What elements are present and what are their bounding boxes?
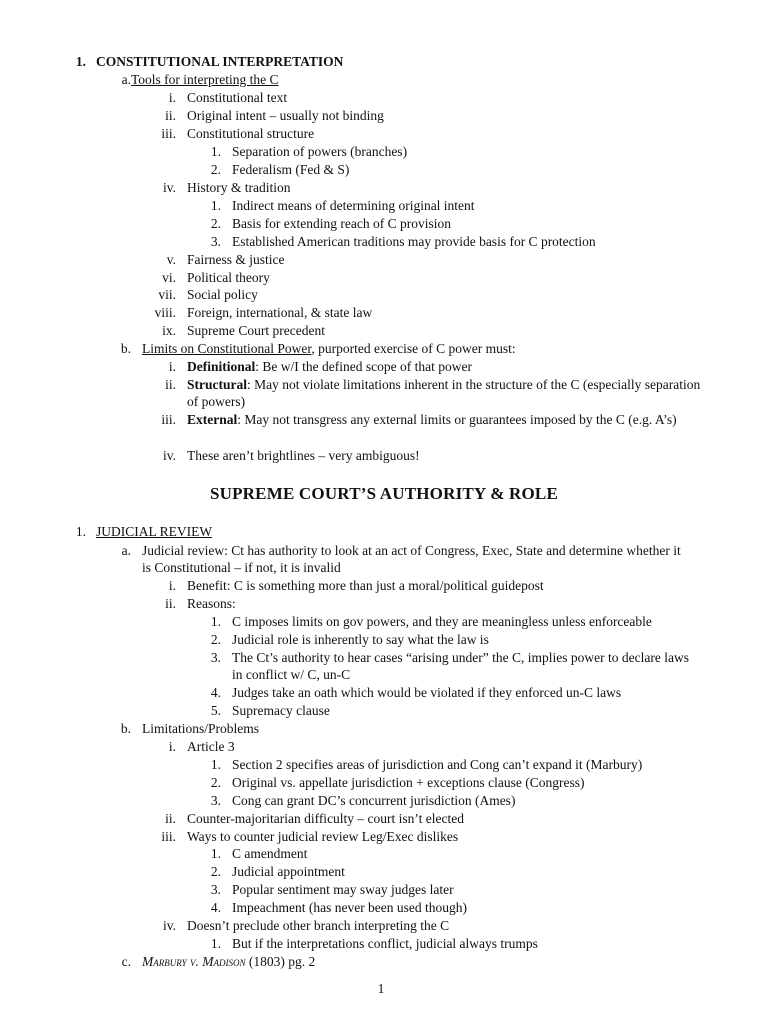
outline-marker: 1.	[210, 144, 221, 159]
outline-text: Constitutional text	[187, 90, 288, 105]
outline-marker: ii.	[165, 377, 176, 392]
section-title: JUDICIAL REVIEW	[96, 524, 213, 539]
page-number: 1	[377, 981, 385, 996]
outline-marker: 1.	[210, 757, 221, 772]
outline-text	[187, 411, 709, 428]
outline-text: Tools for interpreting the C	[131, 72, 279, 87]
outline-marker: ii.	[165, 596, 176, 611]
outline-text: Political theory	[187, 270, 270, 285]
outline-text	[142, 953, 315, 970]
outline-text: Separation of powers (branches)	[232, 144, 408, 159]
outline-text: History & tradition	[187, 180, 291, 195]
outline-text: Foreign, international, & state law	[187, 305, 373, 320]
outline-text: Counter-majoritarian difficulty – court isn’t elected	[187, 811, 465, 826]
outline-marker: v.	[166, 252, 176, 267]
outline-text: Doesn’t preclude other branch interpreting the C	[187, 918, 450, 933]
outline-marker: 3.	[210, 650, 221, 665]
outline-marker: ii.	[165, 811, 176, 826]
outline-marker: 3.	[210, 793, 221, 808]
outline-marker: 2.	[210, 162, 221, 177]
outline-text: C amendment	[232, 846, 308, 861]
outline-marker: iv.	[163, 180, 176, 195]
outline-text: Article 3	[187, 739, 235, 754]
outline-text: Original vs. appellate jurisdiction + exceptions clause (Congress)	[232, 775, 585, 790]
outline-marker: a.	[121, 543, 131, 558]
outline-text: Benefit: C is something more than just a moral/political guidepost	[187, 578, 544, 593]
outline-marker: iii.	[161, 829, 176, 844]
outline-marker: i.	[168, 359, 176, 374]
outline-text: Limitations/Problems	[142, 721, 259, 736]
outline-marker: b.	[120, 341, 131, 356]
outline-text: Reasons:	[187, 596, 236, 611]
outline-marker: 2.	[210, 216, 221, 231]
outline-marker: ix.	[162, 323, 176, 338]
outline-text: Social policy	[187, 287, 258, 302]
outline-marker: c.	[121, 954, 131, 969]
outline-text	[187, 358, 472, 375]
outline-marker: 1.	[75, 524, 86, 539]
outline-marker: 1.	[210, 198, 221, 213]
outline-marker: a.	[121, 72, 131, 87]
outline-marker: 3.	[210, 234, 221, 249]
outline-text: Judicial role is inherently to say what the law is	[232, 632, 489, 647]
outline-text: Established American traditions may provide basis for C protection	[232, 234, 596, 249]
outline-text: Federalism (Fed & S)	[232, 162, 350, 177]
outline-text: Judicial appointment	[232, 864, 345, 879]
outline-marker: 5.	[210, 703, 221, 718]
outline-marker: 4.	[210, 685, 221, 700]
outline-text: C imposes limits on gov powers, and they are meaningless unless enforceable	[232, 614, 652, 629]
outline-marker: 4.	[210, 900, 221, 915]
outline-marker: vii.	[158, 287, 176, 302]
outline-text: But if the interpretations conflict, judicial always trumps	[232, 936, 538, 951]
outline-text: Popular sentiment may sway judges later	[232, 882, 454, 897]
outline-text: Judicial review: Ct has authority to look at an act of Congress, Exec, State and determine whether it is Constitutional – if not, it is invalid	[142, 543, 681, 575]
outline-text-rest: : May not violate limitations inherent in the structure of the C (especially separation of powers)	[187, 377, 701, 409]
outline-text: Judges take an oath which would be violated if they enforced un-C laws	[232, 685, 622, 700]
outline-text: Ways to counter judicial review Leg/Exec dislikes	[187, 829, 459, 844]
outline-marker: 1.	[210, 614, 221, 629]
outline-text: Indirect means of determining original intent	[232, 198, 475, 213]
outline-text: Section 2 specifies areas of jurisdiction and Cong can’t expand it (Marbury)	[232, 757, 643, 772]
outline-marker: vi.	[162, 270, 176, 285]
outline-marker: i.	[168, 739, 176, 754]
outline-marker: 2.	[210, 632, 221, 647]
outline-text: The Ct’s authority to hear cases “arising under” the C, implies power to declare laws in conflict w/ C, un-C	[232, 650, 689, 682]
outline-text: Impeachment (has never been used though)	[232, 900, 468, 915]
outline-marker: 2.	[210, 775, 221, 790]
outline-marker: i.	[168, 578, 176, 593]
outline-marker: i.	[168, 90, 176, 105]
outline-text-rest: (1803) pg. 2	[245, 954, 316, 969]
outline-marker: 2.	[210, 864, 221, 879]
outline-text: Basis for extending reach of C provision	[232, 216, 451, 231]
outline-marker: 1.	[210, 936, 221, 951]
outline-marker: iii.	[161, 412, 176, 427]
outline-term: Structural	[187, 377, 247, 392]
outline-text	[187, 376, 707, 410]
outline-term: Limits on Constitutional Power	[142, 341, 312, 356]
outline-text-rest: : Be w/I the defined scope of that power	[255, 359, 472, 374]
outline-text: Original intent – usually not binding	[187, 108, 384, 123]
outline-text: Fairness & justice	[187, 252, 285, 267]
outline-marker: ii.	[165, 108, 176, 123]
outline-text: Supremacy clause	[232, 703, 330, 718]
outline-text: These aren’t brightlines – very ambiguous!	[187, 448, 420, 463]
outline-text	[142, 340, 516, 357]
outline-marker: 3.	[210, 882, 221, 897]
outline-marker: 1.	[75, 54, 86, 69]
section-title: CONSTITUTIONAL INTERPRETATION	[96, 54, 344, 69]
outline-text: Supreme Court precedent	[187, 323, 325, 338]
outline-marker: viii.	[154, 305, 176, 320]
case-name: Marbury v. Madison	[142, 954, 246, 969]
outline-text: Constitutional structure	[187, 126, 315, 141]
outline-marker: iii.	[161, 126, 176, 141]
outline-text: Cong can grant DC’s concurrent jurisdiction (Ames)	[232, 793, 516, 808]
outline-marker: 1.	[210, 846, 221, 861]
outline-text-rest: , purported exercise of C power must:	[311, 341, 516, 356]
outline-marker: iv.	[163, 918, 176, 933]
outline-marker: b.	[120, 721, 131, 736]
outline-text-rest: : May not transgress any external limits or guarantees imposed by the C (e.g. A’s)	[237, 412, 677, 427]
outline-marker: iv.	[163, 448, 176, 463]
outline-term: External	[187, 412, 238, 427]
page-heading: SUPREME COURT’S AUTHORITY & ROLE	[209, 484, 559, 503]
outline-term: Definitional	[187, 359, 256, 374]
